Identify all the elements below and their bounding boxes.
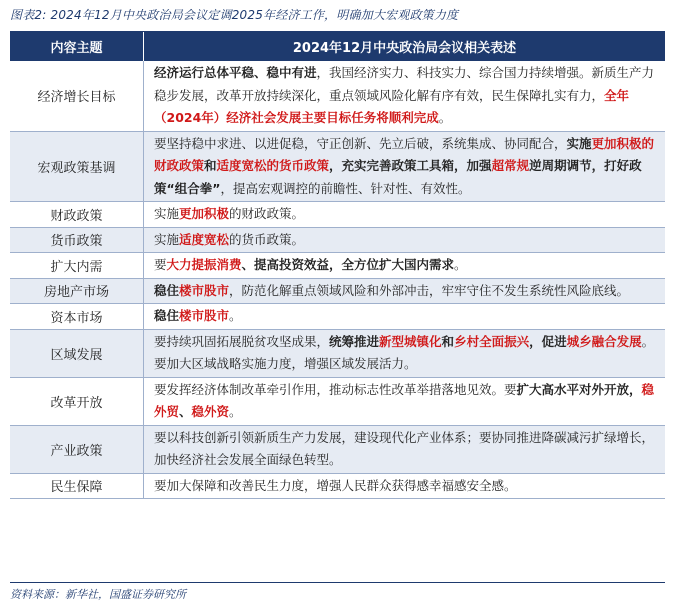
statement-text: 要持续巩固拓展脱贫攻坚成果， <box>154 333 330 349</box>
statement-text: 要坚持稳中求进、以进促稳，守正创新、先立后破，系统集成、协同配合， <box>154 135 567 151</box>
table-row <box>10 330 665 378</box>
row-topic: 资本市场 <box>10 304 144 329</box>
row-topic: 货币政策 <box>10 228 144 253</box>
bold-text: 稳住 <box>154 282 180 298</box>
row-topic: 扩大内需 <box>10 253 144 278</box>
statement-text: 。 <box>229 404 242 419</box>
row-topic: 财政政策 <box>10 202 144 227</box>
bold-text: 、 <box>179 404 192 419</box>
statement-text: 。 <box>438 110 452 125</box>
highlight-text: 城乡融合发展 <box>566 333 642 349</box>
row-statement <box>144 426 665 473</box>
statement-text: ，提高宏观调控的前瞻性、针对性、有效性。 <box>220 180 471 196</box>
statement-text: 实施 <box>154 231 180 247</box>
row-statement <box>144 253 665 278</box>
highlight-text: 适度宽松 <box>179 231 230 247</box>
highlight-text: 全年（2024年）经济社会发展主要目标任务将顺利完成 <box>154 87 630 125</box>
bold-text: 稳住 <box>154 308 180 323</box>
statement-text: 。 <box>229 308 242 323</box>
table-row <box>10 279 665 305</box>
highlight-text: 大力提振消费 <box>166 257 242 272</box>
row-statement <box>144 61 665 131</box>
bold-text: 和 <box>204 158 217 173</box>
table-row <box>10 202 665 228</box>
row-statement <box>144 474 665 499</box>
row-statement <box>144 378 665 425</box>
highlight-text: 更加积极的财政政策 <box>154 135 655 173</box>
table-row <box>10 426 665 474</box>
bold-text: 扩大高水平对外开放， <box>516 381 642 397</box>
row-topic: 改革开放 <box>10 378 144 425</box>
table-row <box>10 474 665 500</box>
row-topic: 民生保障 <box>10 474 144 499</box>
highlight-text: 稳外资 <box>191 404 230 419</box>
figure-caption: 图表2: 2024年12月中央政治局会议定调2025年经济工作，明确加大宏观政策力度 <box>10 8 459 22</box>
bold-text: 经济运行总体平稳、稳中有进 <box>154 65 317 80</box>
row-statement <box>144 132 665 202</box>
table-row <box>10 304 665 330</box>
row-statement <box>144 304 665 329</box>
bold-text: 逆周期调节，打好政策“组合拳” <box>154 158 642 196</box>
highlight-text: 稳外贸 <box>154 381 655 419</box>
statement-text: 实施 <box>154 206 180 221</box>
row-topic: 产业政策 <box>10 426 144 473</box>
row-statement <box>144 228 665 253</box>
policy-table <box>10 31 665 499</box>
table-row <box>10 378 665 426</box>
row-topic: 经济增长目标 <box>10 61 144 131</box>
statement-text: 的货币政策。 <box>229 231 305 247</box>
statement-text: 要以科技创新引领新质生产力发展，建设现代化产业体系；要协同推进降碳减污扩绿增长，加快经济社会发展全面绿色转型。 <box>154 429 655 467</box>
bold-text: 统筹推进 <box>329 333 380 349</box>
highlight-text: 更加积极 <box>179 206 230 221</box>
row-statement <box>144 330 665 377</box>
row-topic: 宏观政策基调 <box>10 132 144 202</box>
table-row <box>10 228 665 254</box>
table-header <box>10 32 665 61</box>
highlight-text: 适度宽松的货币政策 <box>216 158 330 173</box>
bold-text: 和 <box>441 333 455 349</box>
statement-text: 要加大保障和改善民生力度，增强人民群众获得感幸福感安全感。 <box>154 477 517 493</box>
statement-text: 。 <box>454 257 467 272</box>
table-row <box>10 253 665 279</box>
row-statement <box>144 202 665 227</box>
bold-text: 、提高投资效益，全方位扩大国内需求 <box>241 257 455 272</box>
row-statement <box>144 279 665 304</box>
bold-text: ，促进 <box>529 333 567 349</box>
statement-text: 的财政政策。 <box>229 206 305 221</box>
highlight-text: 楼市股市 <box>179 308 230 323</box>
header-statement: 2024年12月中央政治局会议相关表述 <box>292 41 517 56</box>
row-topic: 房地产市场 <box>10 279 144 304</box>
statement-text: 要发挥经济体制改革牵引作用，推动标志性改革举措落地见效。要 <box>154 381 517 397</box>
statement-text: 要 <box>154 257 167 272</box>
source-note: 资料来源：新华社，国盛证券研究所 <box>10 582 665 602</box>
highlight-text: 楼市股市 <box>179 282 230 298</box>
bold-text: ，充实完善政策工具箱，加强 <box>329 158 492 173</box>
header-topic: 内容主题 <box>10 32 144 61</box>
table-row <box>10 61 665 132</box>
bold-text: 实施 <box>566 135 592 151</box>
statement-text: ，防范化解重点领域风险和外部冲击，牢牢守住不发生系统性风险底线。 <box>229 282 630 298</box>
row-topic: 区域发展 <box>10 330 144 377</box>
statement-text: 。要加大区域战略实施力度，增强区域发展活力。 <box>154 333 655 371</box>
highlight-text: 乡村全面振兴 <box>454 333 530 349</box>
highlight-text: 超常规 <box>491 158 530 173</box>
statement-text: ，我国经济实力、科技实力、综合国力持续增强。新质生产力稳步发展，改革开放持续深化，重点领域风险化解有序有效，民生保障扎实有力， <box>154 65 655 103</box>
table-row <box>10 132 665 203</box>
highlight-text: 新型城镇化 <box>379 333 442 349</box>
